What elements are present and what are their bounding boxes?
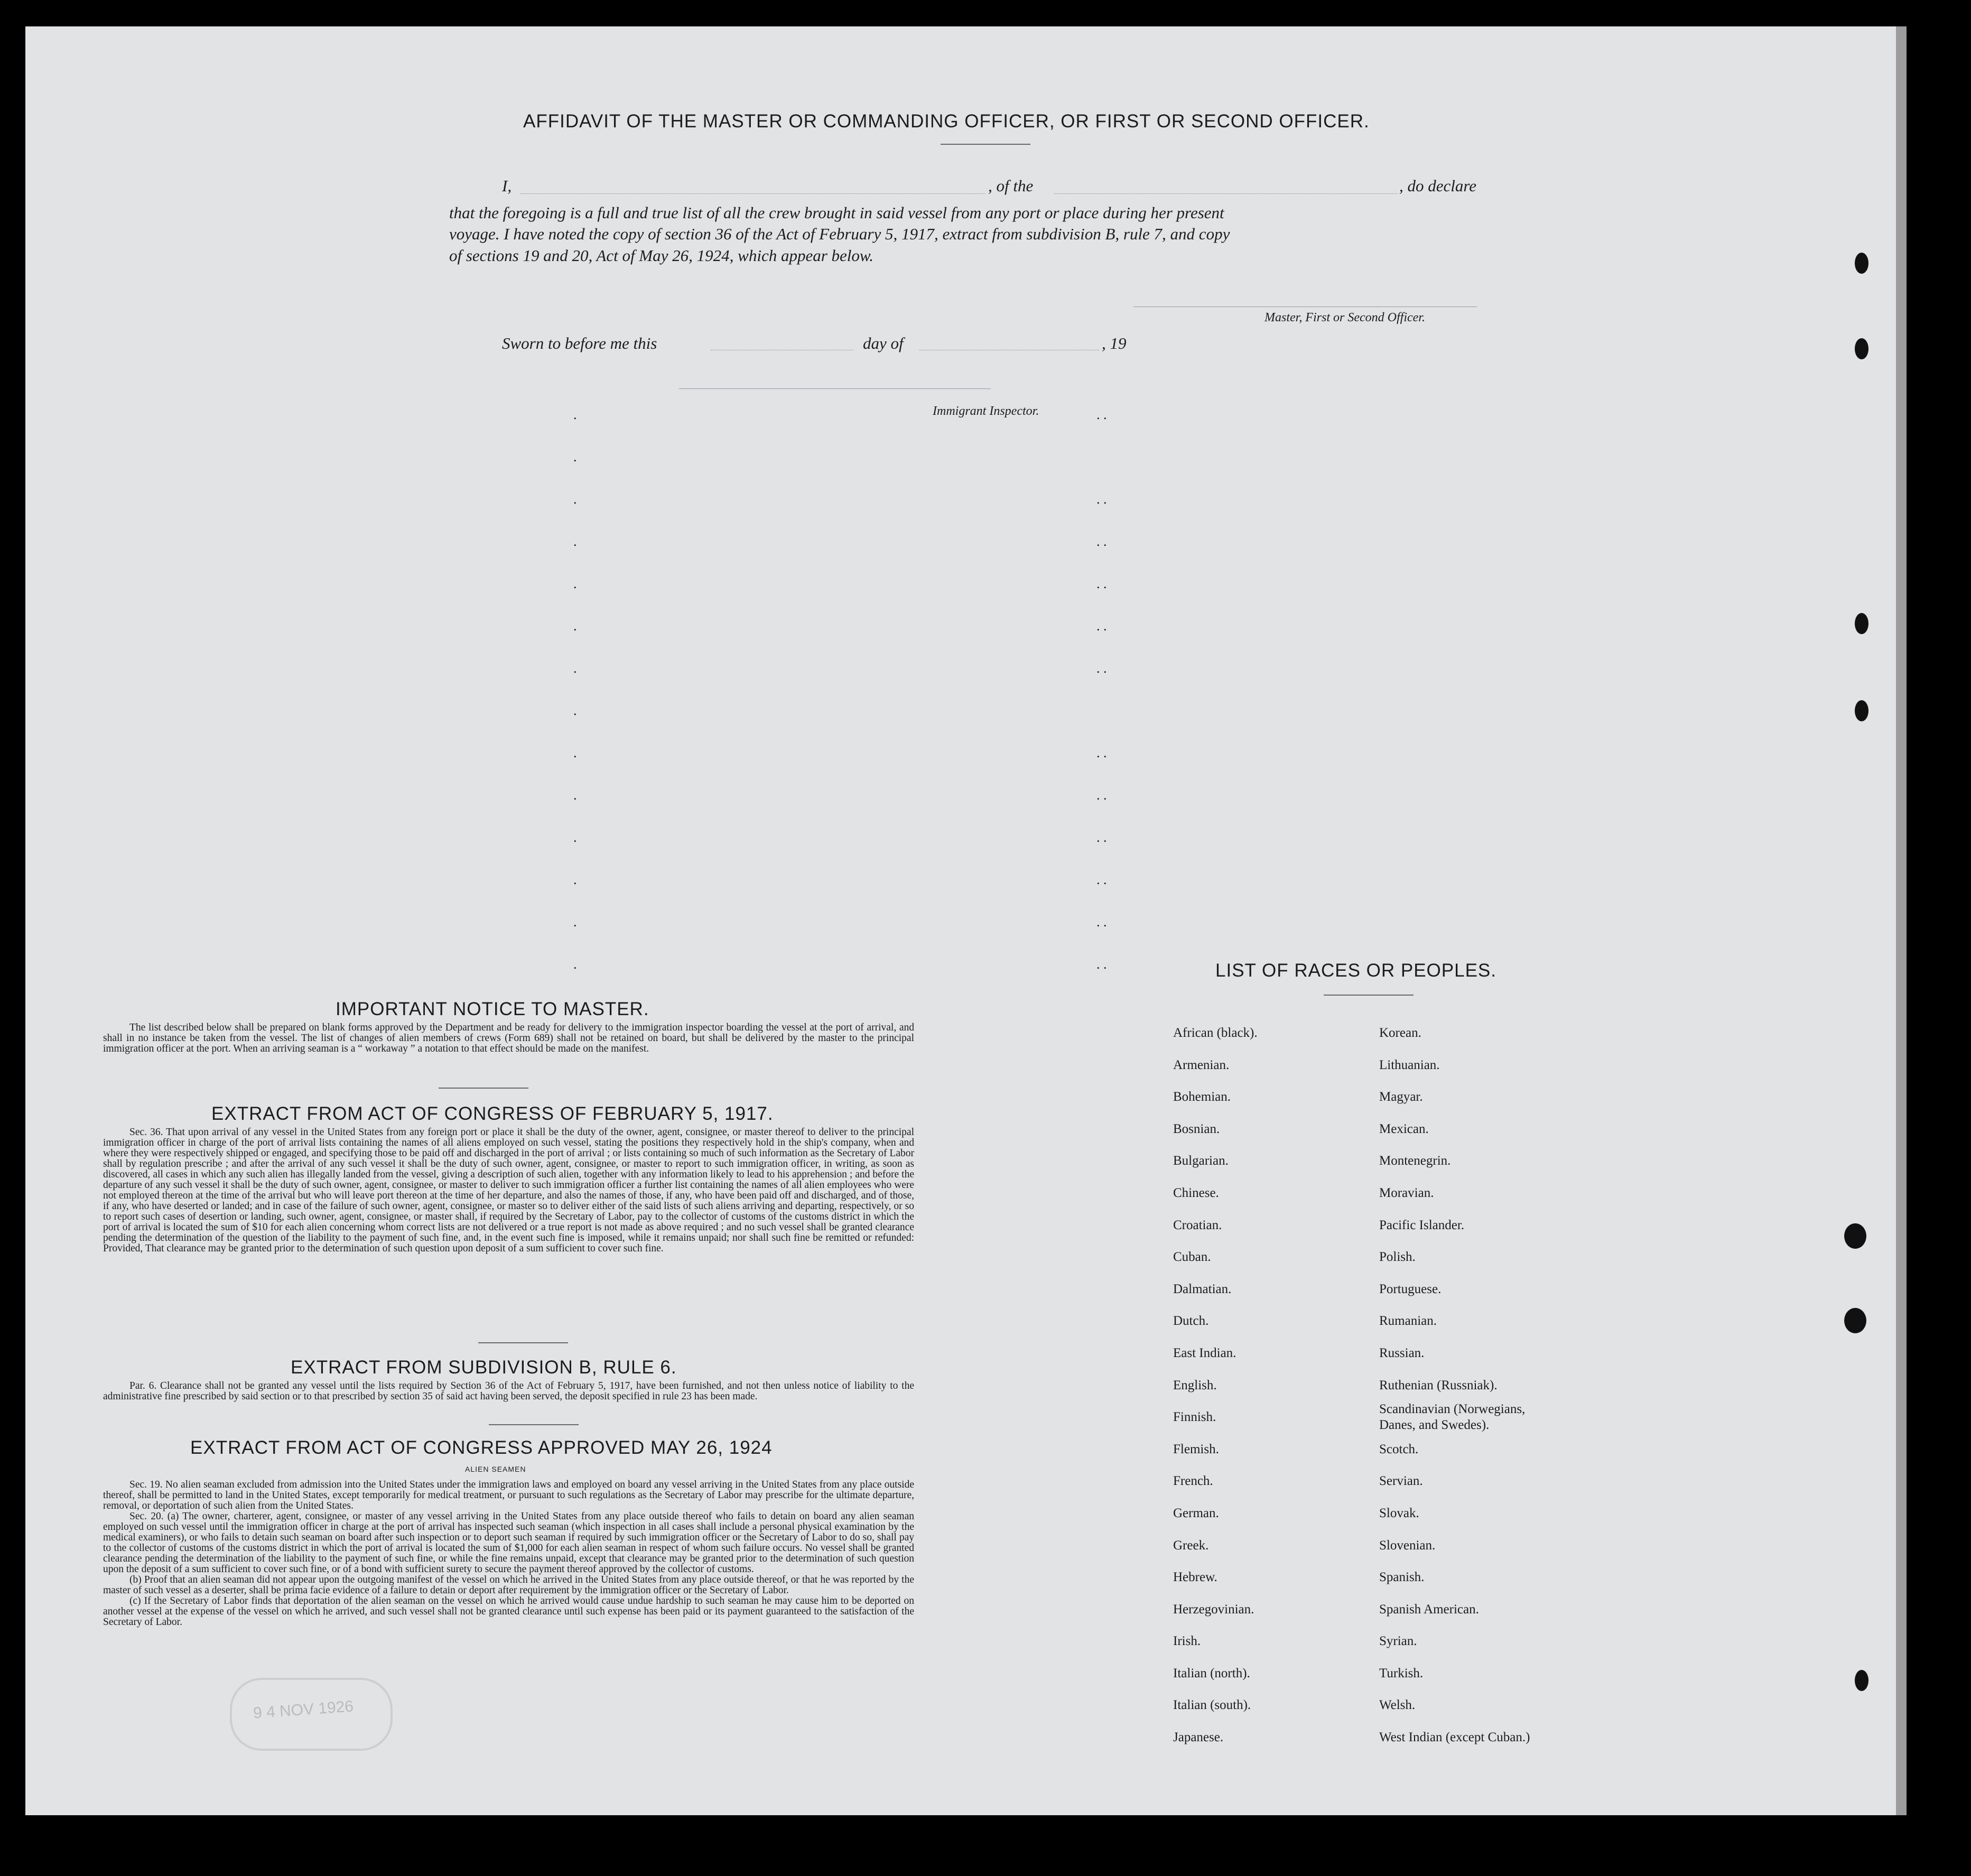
race-item: Flemish. [1173,1442,1219,1456]
divider [489,1424,579,1425]
binder-hole [1855,338,1868,359]
race-item: Syrian. [1379,1634,1417,1649]
column-dot: . [573,491,577,507]
column-dot: . [573,449,577,465]
year-text: , 19 [1102,334,1127,352]
extract-1917-title: EXTRACT FROM ACT OF CONGRESS OF FEBRUARY 5, 1917. [211,1103,774,1124]
notice-text: The list described below shall be prepared on blank forms approved by the Department and be ready for delivery to the immigration inspector boarding the vessel at the port of arrival, and shall in no instance be taken from the vessel. The list of changes of alien members of crews (Form 689) shall not be retained on board, but shall be delivered by the master to the principal immigration officer at the port. When an arriving seaman is a “ workaway ” a notation to that effect should be made on the manifest. [103,1022,914,1054]
race-item: Spanish. [1379,1570,1425,1585]
column-dot: . [573,618,577,634]
race-item: East Indian. [1173,1345,1236,1360]
column-dot: . [573,914,577,930]
sec19-text: Sec. 19. No alien seaman excluded from admission into the United States under the immigration laws and employed on board any vessel arriving in the United States from any place outside thereof, shall be permitted to land in the United States, except temporarily for medical treatment, or pursuant to such regulations as the Secretary of Labor may prescribe for the ultimate departure, removal, or deportation of such alien from the United States. [103,1479,914,1511]
column-dot: . . [1096,956,1107,972]
column-dot: . . [1096,787,1107,803]
column-dot: . . [1096,661,1107,676]
column-dot: . . [1096,745,1107,760]
race-item: African (black). [1173,1026,1258,1040]
subdivision-title: EXTRACT FROM SUBDIVISION B, RULE 6. [291,1357,677,1378]
race-item: Finnish. [1173,1410,1216,1425]
race-item: Moravian. [1379,1185,1434,1200]
alien-seamen-subtitle: ALIEN SEAMEN [465,1465,526,1473]
race-item: Bulgarian. [1173,1154,1229,1168]
column-dot: . [573,830,577,845]
column-dot: . [573,407,577,422]
column-dot: . . [1096,534,1107,549]
race-item: Scandinavian (Norwegians, Danes, and Swedes). [1379,1402,1526,1433]
affidavit-line2: that the foregoing is a full and true list of all the crew brought in said vessel from any port or place during her present [449,203,1224,222]
vessel-blank [1054,193,1398,194]
name-blank [520,193,985,194]
race-item: Slovenian. [1379,1538,1436,1553]
race-item: Spanish American. [1379,1602,1479,1617]
race-item: Slovak. [1379,1506,1419,1520]
binder-hole [1844,1223,1866,1249]
column-dot: . [573,661,577,676]
page-edge [1896,26,1907,1815]
races-column-1 [1173,1017,1258,1754]
race-item: West Indian (except Cuban.) [1379,1730,1530,1745]
race-item: Polish. [1379,1250,1416,1265]
race-item: English. [1173,1378,1217,1392]
divider [439,1088,528,1089]
column-dot: . [573,745,577,760]
binder-hole [1855,253,1868,274]
column-dot: . . [1096,618,1107,634]
column-dot: . . [1096,914,1107,930]
column-dot: . [573,872,577,887]
race-item: Herzegovinian. [1173,1602,1254,1617]
column-dot: . [573,703,577,718]
sec20a-text: Sec. 20. (a) The owner, charterer, agent, consignee, or master of any vessel arriving in the United States from any place outside thereof who fails to detain on board any alien seaman employed on such vessel until the immigration officer in charge at the port of arrival has inspected such seaman (which inspection in all cases shall include a personal physical examination by the medical examiners), or who fails to detain such seaman on board after such inspection or to deport such seaman if required by such immigration officer or the Secretary of Labor to do so, shall pay to the collector of customs of the customs district in which the port of arrival is located the sum of $1,000 for each alien seaman in respect of whom such failure occurs. No vessel shall be granted clearance pending the determination of the liability to the payment of such fine, or while the fine remains unpaid, except that clearance may be granted prior to the determination of such question upon the deposit of a sum sufficient to cover such fine, or of a bond with sufficient surety to secure the payment thereof approved by the collector of customs. [103,1511,914,1575]
column-dot: . . [1096,830,1107,845]
column-dot: . . [1096,491,1107,507]
binder-hole [1855,700,1868,721]
race-item: Turkish. [1379,1666,1424,1680]
binder-hole [1855,1670,1868,1691]
binder-hole [1855,613,1868,634]
race-item: Japanese. [1173,1730,1224,1745]
affidavit-title: AFFIDAVIT OF THE MASTER OR COMMANDING OFFICER, OR FIRST OR SECOND OFFICER. [523,111,1370,132]
affidavit-of-the: , of the [988,177,1034,195]
race-item: Hebrew. [1173,1570,1217,1585]
officer-label: Master, First or Second Officer. [1265,311,1425,324]
extract-1924-title: EXTRACT FROM ACT OF CONGRESS APPROVED MAY 26, 1924 [190,1437,773,1458]
race-item: Scotch. [1379,1442,1419,1456]
affidavit-i: I, [502,177,512,195]
affidavit-do-declare: , do declare [1399,177,1477,195]
race-item: Dutch. [1173,1314,1209,1329]
stamp-text: 9 4 NOV 1926 [253,1697,355,1722]
column-dot: . . [1096,407,1107,422]
race-item: Dalmatian. [1173,1281,1232,1296]
race-item: Montenegrin. [1379,1154,1451,1168]
race-item: Italian (north). [1173,1666,1250,1680]
column-dot: . [573,787,577,803]
day-of-text: day of [863,334,904,352]
column-dot: . . [1096,872,1107,887]
races-column-2 [1379,1017,1554,1754]
race-item: Bosnian. [1173,1121,1220,1136]
race-item: Welsh. [1379,1698,1416,1713]
affidavit-line3: voyage. I have noted the copy of section 36 of the Act of February 5, 1917, extract from subdivision B, rule 7, and copy [449,225,1230,243]
sec20c-text: (c) If the Secretary of Labor finds that deportation of the alien seaman on the vessel on which he arrived would cause undue hardship to such seaman he may cause him to be deported on another vessel at the expense of the vessel on which he arrived, and such vessel shall not be granted clearance until such expense has been paid or its payment guaranteed to the satisfaction of the Secretary of Labor. [103,1595,914,1628]
column-dot: . . [1096,576,1107,591]
race-item: Rumanian. [1379,1314,1437,1329]
inspector-label: Immigrant Inspector. [933,404,1039,418]
race-item: Armenian. [1173,1057,1230,1072]
subdivision-text: Par. 6. Clearance shall not be granted any vessel until the lists required by Section 36 of the Act of February 5, 1917, have been furnished, and not then unless notice of liability to the administrative fine prescribed by said section or to that prescribed by section 35 of said act having been served, the deposit specified in rule 23 has been made. [103,1380,914,1402]
race-item: Russian. [1379,1345,1425,1360]
race-item: Ruthenian (Russniak). [1379,1378,1498,1392]
divider [478,1342,568,1343]
race-item: Korean. [1379,1026,1421,1040]
divider [941,144,1030,145]
extract-1917-text: Sec. 36. That upon arrival of any vessel in the United States from any foreign port or place it shall be the duty of the owner, agent, consignee, or master thereof to deliver to the principal immigration officer in charge of the port of arrival lists containing the names of all aliens employed on such vessel, stating the positions they respectively hold in the ship's company, when and where they were respectively shipped or engaged, and specifying those to be paid off and discharged in the port of arrival ; or lists containing so much of such information as the Secretary of Labor shall by regulation prescribe ; and after the arrival of any such vessel it shall be the duty of such owner, agent, consignee, or master to report to such immigration officer, in writing, as soon as discovered, all cases in which any such alien has illegally landed from the vessel, giving a description of such alien, together with any information likely to lead to his apprehension ; and before the departure of any such vessel it shall be the duty of such owner, agent, consignee, or master to deliver to such immigration officer a further list containing the names of all alien employees who were not employed thereon at the time of the arrival but who will leave port thereon at the time of her departure, and also the names of those, if any, who have been paid off and discharged, and of those, if any, who have deserted or landed; and in case of the failure of such owner, agent, consignee, or master so to deliver either of the said lists of such aliens arriving and departing, respectively, or so to report such cases of desertion or landing, such owner, agent, consignee, or master shall, if required by the Secretary of Labor, pay to the collector of customs of the customs district in which the port of arrival is located the sum of $10 for each alien concerning whom correct lists are not delivered or a true report is not made as above required ; and no such vessel shall be granted clearance pending the determination of the question of the liability to the payment of such fine, and, in the event such fine is imposed, while it remains unpaid; nor shall such fine be remitted or refunded: Provided, That clearance may be granted prior to the determination of such question upon deposit of a sum sufficient to cover such fine. [103,1127,914,1254]
race-item: Mexican. [1379,1121,1429,1136]
race-item: Lithuanian. [1379,1057,1440,1072]
race-item: Italian (south). [1173,1698,1251,1713]
sec20b-text: (b) Proof that an alien seaman did not appear upon the outgoing manifest of the vessel on which he arrived in the United States from any place outside thereof, or that he was reported by the master of such vessel as a deserter, shall be prima facie evidence of a failure to detain or deport after requirement by the immigration officer or the Secretary of Labor. [103,1574,914,1596]
inspector-signature-line [679,388,991,389]
divider [1324,995,1414,996]
column-dot: . [573,956,577,972]
race-item: Bohemian. [1173,1090,1231,1104]
column-dot: . [573,576,577,591]
sworn-text: Sworn to before me this [502,334,657,352]
notice-title: IMPORTANT NOTICE TO MASTER. [336,999,649,1019]
race-item: French. [1173,1474,1213,1489]
date-stamp [230,1678,393,1751]
affidavit-line4: of sections 19 and 20, Act of May 26, 1924, which appear below. [449,246,874,265]
races-title: LIST OF RACES OR PEOPLES. [1215,960,1497,981]
race-item: German. [1173,1506,1219,1520]
race-item: Servian. [1379,1474,1423,1489]
race-item: Chinese. [1173,1185,1219,1200]
race-item: Pacific Islander. [1379,1218,1465,1232]
race-item: Irish. [1173,1634,1201,1649]
race-item: Greek. [1173,1538,1209,1553]
race-item: Magyar. [1379,1090,1423,1104]
binder-hole [1844,1308,1866,1333]
race-item: Croatian. [1173,1218,1222,1232]
race-item: Cuban. [1173,1250,1211,1265]
race-item: Portuguese. [1379,1281,1442,1296]
column-dot: . [573,534,577,549]
